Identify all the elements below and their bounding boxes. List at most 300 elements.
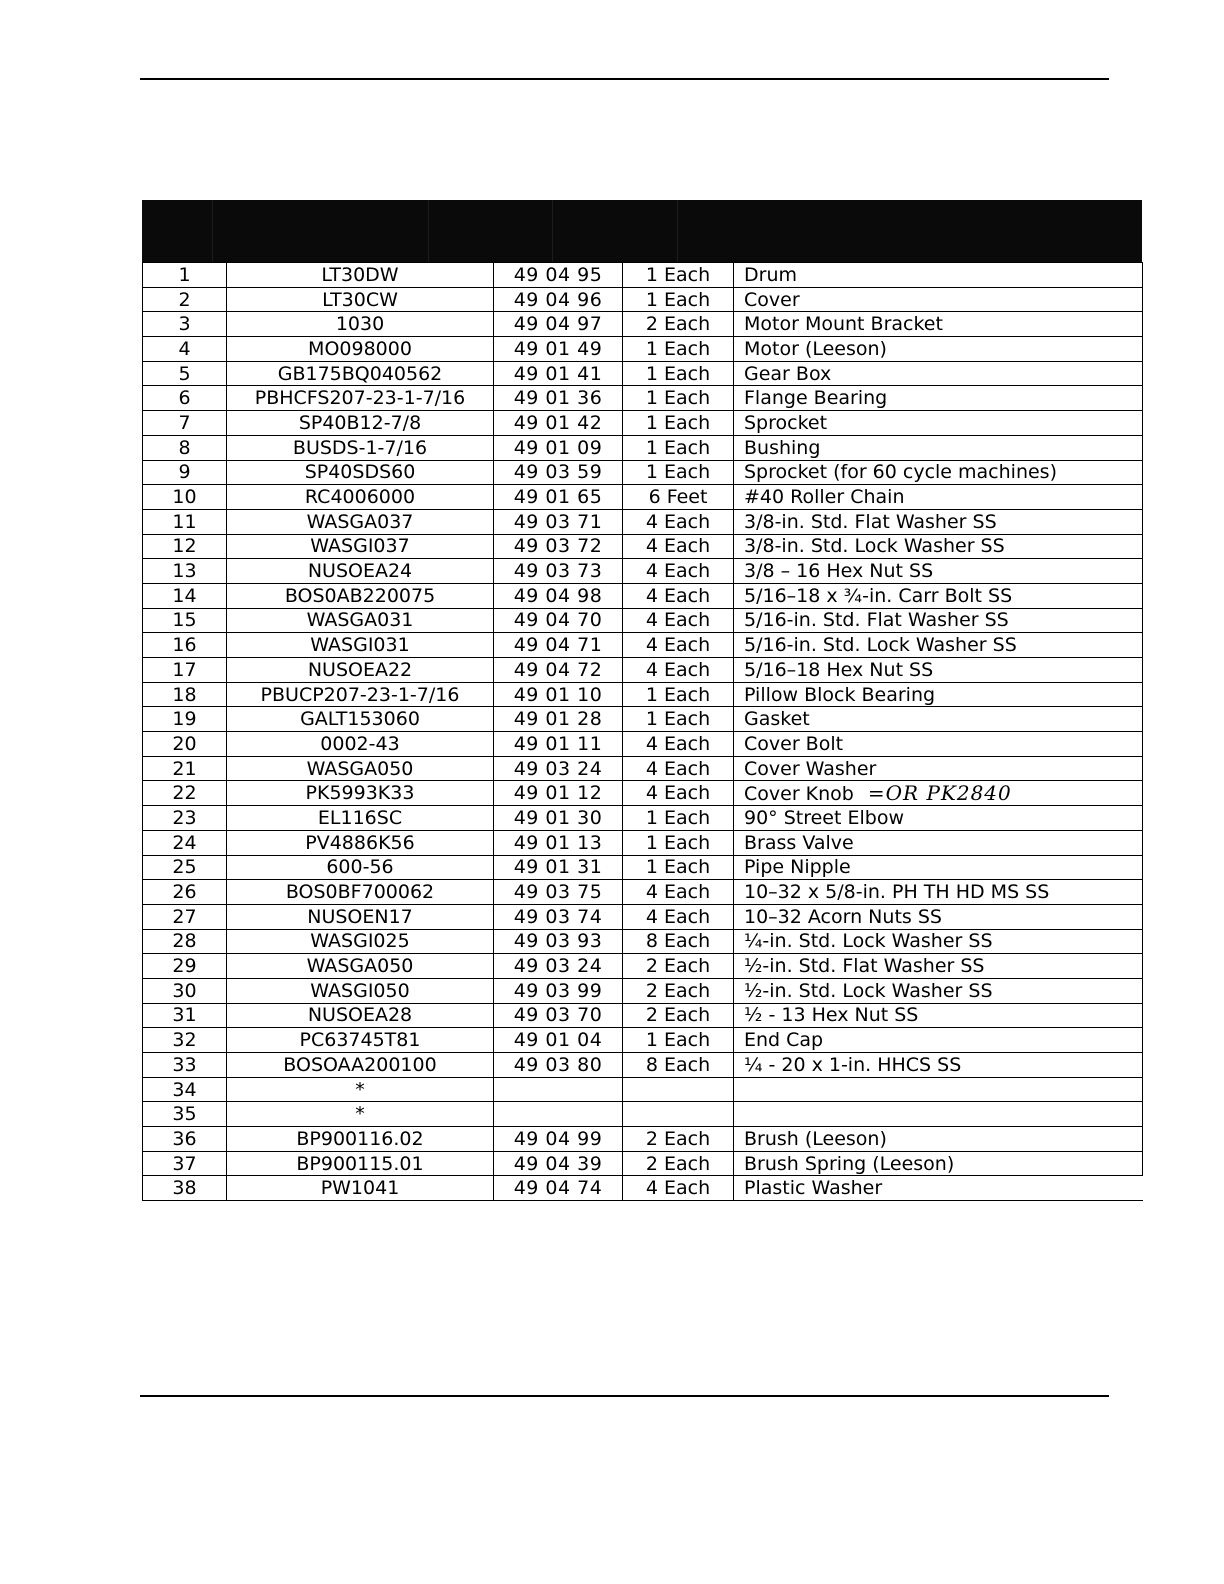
- part-number-cell: [227, 682, 494, 707]
- stock-code-cell: [494, 287, 623, 312]
- description: 3/8 – 16 Hex Nut SS: [744, 560, 934, 583]
- quantity-cell: [623, 806, 734, 831]
- stock-code-cell: [494, 658, 623, 683]
- item-number-cell: [143, 1028, 227, 1053]
- stock-code-cell: [494, 361, 623, 386]
- item-number: 1: [178, 263, 191, 286]
- stock-code-cell: [494, 435, 623, 460]
- item-number-cell: [143, 460, 227, 485]
- part-number: EL116SC: [317, 806, 403, 829]
- item-number: 10: [172, 486, 197, 509]
- item-number: 36: [172, 1127, 197, 1150]
- table-row: [143, 855, 1143, 880]
- item-number-cell: [143, 411, 227, 436]
- part-number-cell: [227, 485, 494, 510]
- quantity: 4 Each: [645, 535, 711, 558]
- stock-code: 49 03 73: [513, 560, 603, 583]
- quantity-cell: [623, 460, 734, 485]
- quantity: 1 Each: [645, 683, 711, 706]
- quantity: 4 Each: [645, 1177, 711, 1200]
- quantity-cell: [623, 707, 734, 732]
- item-number-cell: [143, 1127, 227, 1152]
- item-number: 23: [172, 806, 197, 829]
- item-number: 9: [178, 461, 191, 484]
- quantity-cell: [623, 1127, 734, 1152]
- description: #40 Roller Chain: [744, 486, 905, 509]
- description: ¼-in. Std. Lock Washer SS: [744, 930, 993, 953]
- quantity-cell: [623, 1077, 734, 1102]
- quantity: 1 Each: [645, 1029, 711, 1052]
- stock-code-cell: [494, 386, 623, 411]
- table-row: [143, 337, 1143, 362]
- description-cell: [734, 1028, 1143, 1053]
- stock-code: 49 03 24: [513, 955, 603, 978]
- stock-code-cell: [494, 929, 623, 954]
- item-number-cell: [143, 682, 227, 707]
- quantity: 1 Each: [645, 411, 711, 434]
- item-number: 22: [172, 782, 197, 805]
- part-number: WASGI050: [310, 979, 410, 1002]
- table-row: [143, 1053, 1143, 1078]
- part-number-cell: [227, 312, 494, 337]
- quantity-cell: [623, 1176, 734, 1201]
- description-cell: [734, 608, 1143, 633]
- part-number-cell: [227, 658, 494, 683]
- part-number-cell: [227, 830, 494, 855]
- item-number: 2: [178, 288, 191, 311]
- stock-code: 49 04 72: [513, 658, 603, 681]
- stock-code: 49 04 74: [513, 1177, 603, 1200]
- parts-list-table: [142, 262, 1143, 1201]
- description: Sprocket: [744, 411, 828, 434]
- description-cell: [734, 1102, 1143, 1127]
- quantity: 1 Each: [645, 387, 711, 410]
- item-number: 24: [172, 831, 197, 854]
- item-number-cell: [143, 732, 227, 757]
- quantity-cell: [623, 781, 734, 806]
- item-number-cell: [143, 361, 227, 386]
- item-number: 16: [172, 634, 197, 657]
- part-number-cell: [227, 559, 494, 584]
- part-number: RC4006000: [304, 486, 416, 509]
- part-number-cell: [227, 460, 494, 485]
- table-row: [143, 386, 1143, 411]
- description-cell: [734, 460, 1143, 485]
- part-number: *: [355, 1103, 365, 1126]
- quantity-cell: [623, 756, 734, 781]
- part-number-cell: [227, 806, 494, 831]
- quantity-cell: [623, 312, 734, 337]
- table-row: [143, 583, 1143, 608]
- description: Brush Spring (Leeson): [744, 1152, 955, 1175]
- description: Plastic Washer: [744, 1177, 883, 1200]
- quantity-cell: [623, 411, 734, 436]
- part-number-cell: [227, 1077, 494, 1102]
- stock-code: 49 01 31: [513, 856, 603, 879]
- quantity: 4 Each: [645, 510, 711, 533]
- item-number-cell: [143, 855, 227, 880]
- table-row: [143, 707, 1143, 732]
- table-row: [143, 1176, 1143, 1201]
- stock-code-cell: [494, 608, 623, 633]
- item-number-cell: [143, 435, 227, 460]
- description: Brush (Leeson): [744, 1127, 887, 1150]
- quantity: 4 Each: [645, 560, 711, 583]
- stock-code-cell: [494, 1003, 623, 1028]
- part-number-cell: [227, 361, 494, 386]
- item-number-cell: [143, 707, 227, 732]
- part-number: PBUCP207-23-1-7/16: [260, 683, 460, 706]
- part-number: MO098000: [308, 337, 412, 360]
- description-cell: [734, 263, 1143, 288]
- part-number: BOS0AB220075: [284, 584, 436, 607]
- header-divider: [212, 200, 213, 262]
- item-number: 12: [172, 535, 197, 558]
- quantity-cell: [623, 880, 734, 905]
- part-number: WASGI025: [310, 930, 410, 953]
- description-cell: [734, 781, 1143, 806]
- stock-code-cell: [494, 509, 623, 534]
- parts-table-body: [143, 263, 1143, 1201]
- stock-code-cell: [494, 880, 623, 905]
- item-number: 32: [172, 1029, 197, 1052]
- part-number-cell: [227, 1127, 494, 1152]
- quantity: 4 Each: [645, 658, 711, 681]
- part-number-cell: [227, 287, 494, 312]
- part-number: NUSOEA24: [307, 560, 413, 583]
- item-number-cell: [143, 534, 227, 559]
- part-number-cell: [227, 904, 494, 929]
- table-row: [143, 904, 1143, 929]
- item-number-cell: [143, 978, 227, 1003]
- part-number: WASGI037: [310, 535, 410, 558]
- stock-code-cell: [494, 583, 623, 608]
- part-number: LT30CW: [322, 288, 398, 311]
- stock-code-cell: [494, 411, 623, 436]
- part-number: WASGI031: [310, 634, 410, 657]
- quantity: 2 Each: [645, 1127, 711, 1150]
- quantity: 6 Feet: [648, 486, 708, 509]
- quantity-cell: [623, 732, 734, 757]
- description: Drum: [744, 263, 797, 286]
- item-number: 21: [172, 757, 197, 780]
- quantity: 4 Each: [645, 584, 711, 607]
- item-number: 19: [172, 708, 197, 731]
- quantity: 1 Each: [645, 856, 711, 879]
- description-cell: [734, 287, 1143, 312]
- part-number: PBHCFS207-23-1-7/16: [254, 387, 466, 410]
- quantity: 1 Each: [645, 831, 711, 854]
- quantity-cell: [623, 1003, 734, 1028]
- table-row: [143, 534, 1143, 559]
- quantity: 2 Each: [645, 955, 711, 978]
- description-cell: [734, 756, 1143, 781]
- part-number: PV4886K56: [305, 831, 415, 854]
- stock-code-cell: [494, 1028, 623, 1053]
- stock-code: 49 04 95: [513, 263, 603, 286]
- description-cell: [734, 1053, 1143, 1078]
- quantity: 1 Each: [645, 362, 711, 385]
- part-number-cell: [227, 1053, 494, 1078]
- part-number: 600-56: [326, 856, 394, 879]
- description-cell: [734, 1003, 1143, 1028]
- item-number-cell: [143, 287, 227, 312]
- part-number: 1030: [335, 313, 385, 336]
- item-number: 29: [172, 955, 197, 978]
- description: 3/8-in. Std. Flat Washer SS: [744, 510, 997, 533]
- item-number-cell: [143, 904, 227, 929]
- stock-code: 49 01 49: [513, 337, 603, 360]
- table-row: [143, 682, 1143, 707]
- stock-code-cell: [494, 1151, 623, 1176]
- description: Cover: [744, 288, 800, 311]
- table-row: [143, 435, 1143, 460]
- stock-code: 49 01 41: [513, 362, 603, 385]
- description: Motor (Leeson): [744, 337, 887, 360]
- item-number-cell: [143, 1151, 227, 1176]
- stock-code-cell: [494, 460, 623, 485]
- part-number: SP40SDS60: [304, 461, 416, 484]
- description: Cover Knob: [744, 782, 854, 805]
- table-row: [143, 287, 1143, 312]
- quantity: 1 Each: [645, 288, 711, 311]
- quantity-cell: [623, 830, 734, 855]
- quantity: 1 Each: [645, 461, 711, 484]
- description-cell: [734, 880, 1143, 905]
- bottom-rule: [140, 1395, 1109, 1397]
- part-number-cell: [227, 608, 494, 633]
- part-number: WASGA037: [306, 510, 414, 533]
- item-number: 15: [172, 609, 197, 632]
- part-number-cell: [227, 707, 494, 732]
- table-row: [143, 509, 1143, 534]
- description-cell: [734, 386, 1143, 411]
- description-cell: [734, 509, 1143, 534]
- description-cell: [734, 583, 1143, 608]
- item-number-cell: [143, 756, 227, 781]
- item-number-cell: [143, 1003, 227, 1028]
- description-cell: [734, 361, 1143, 386]
- quantity: 1 Each: [645, 263, 711, 286]
- item-number: 14: [172, 584, 197, 607]
- part-number-cell: [227, 929, 494, 954]
- item-number: 27: [172, 905, 197, 928]
- quantity-cell: [623, 509, 734, 534]
- table-header-bar: [142, 200, 1142, 262]
- part-number: BUSDS-1-7/16: [292, 436, 428, 459]
- stock-code: 49 03 70: [513, 1004, 603, 1027]
- part-number-cell: [227, 855, 494, 880]
- description-cell: [734, 806, 1143, 831]
- table-row: [143, 312, 1143, 337]
- description-cell: [734, 337, 1143, 362]
- quantity-cell: [623, 337, 734, 362]
- stock-code-cell: [494, 312, 623, 337]
- part-number: BP900116.02: [296, 1127, 424, 1150]
- handwritten-note: =OR PK2840: [867, 780, 1012, 805]
- stock-code: 49 01 10: [513, 683, 603, 706]
- item-number: 25: [172, 856, 197, 879]
- stock-code: 49 01 28: [513, 708, 603, 731]
- description: Sprocket (for 60 cycle machines): [744, 461, 1057, 484]
- description: ½ - 13 Hex Nut SS: [744, 1004, 919, 1027]
- description: 90° Street Elbow: [744, 806, 904, 829]
- quantity-cell: [623, 978, 734, 1003]
- stock-code-cell: [494, 855, 623, 880]
- description: 5/16–18 x ¾-in. Carr Bolt SS: [744, 584, 1013, 607]
- part-number-cell: [227, 435, 494, 460]
- stock-code-cell: [494, 830, 623, 855]
- quantity: 4 Each: [645, 782, 711, 805]
- top-rule: [140, 78, 1109, 80]
- description-cell: [734, 682, 1143, 707]
- description-cell: [734, 978, 1143, 1003]
- stock-code: 49 04 96: [513, 288, 603, 311]
- stock-code-cell: [494, 806, 623, 831]
- part-number-cell: [227, 386, 494, 411]
- stock-code-cell: [494, 904, 623, 929]
- quantity: 1 Each: [645, 708, 711, 731]
- description: Pillow Block Bearing: [744, 683, 936, 706]
- part-number: GALT153060: [300, 708, 420, 731]
- description-cell: [734, 1151, 1143, 1176]
- part-number: WASGA050: [306, 955, 414, 978]
- stock-code: 49 01 36: [513, 387, 603, 410]
- quantity-cell: [623, 361, 734, 386]
- part-number-cell: [227, 1176, 494, 1201]
- quantity-cell: [623, 1102, 734, 1127]
- description-cell: [734, 411, 1143, 436]
- quantity-cell: [623, 855, 734, 880]
- description-cell: [734, 1176, 1143, 1201]
- stock-code: 49 01 30: [513, 806, 603, 829]
- stock-code-cell: [494, 781, 623, 806]
- part-number: NUSOEN17: [307, 905, 413, 928]
- quantity-cell: [623, 904, 734, 929]
- table-row: [143, 411, 1143, 436]
- stock-code-cell: [494, 732, 623, 757]
- item-number-cell: [143, 583, 227, 608]
- stock-code: 49 01 04: [513, 1029, 603, 1052]
- quantity: 1 Each: [645, 337, 711, 360]
- item-number-cell: [143, 954, 227, 979]
- item-number-cell: [143, 781, 227, 806]
- stock-code: 49 01 13: [513, 831, 603, 854]
- stock-code: 49 03 24: [513, 757, 603, 780]
- item-number: 33: [172, 1053, 197, 1076]
- stock-code-cell: [494, 682, 623, 707]
- item-number-cell: [143, 559, 227, 584]
- description: Flange Bearing: [744, 387, 888, 410]
- item-number-cell: [143, 263, 227, 288]
- item-number: 37: [172, 1152, 197, 1175]
- stock-code-cell: [494, 756, 623, 781]
- item-number-cell: [143, 830, 227, 855]
- table-row: [143, 1077, 1143, 1102]
- table-row: [143, 1028, 1143, 1053]
- description: End Cap: [744, 1029, 824, 1052]
- table-row: [143, 485, 1143, 510]
- stock-code: 49 03 99: [513, 979, 603, 1002]
- item-number-cell: [143, 633, 227, 658]
- item-number-cell: [143, 608, 227, 633]
- part-number-cell: [227, 978, 494, 1003]
- quantity: 2 Each: [645, 313, 711, 336]
- stock-code: 49 01 65: [513, 486, 603, 509]
- part-number-cell: [227, 534, 494, 559]
- quantity: 4 Each: [645, 634, 711, 657]
- description-cell: [734, 559, 1143, 584]
- item-number-cell: [143, 337, 227, 362]
- part-number: GB175BQ040562: [277, 362, 443, 385]
- description: ½-in. Std. Flat Washer SS: [744, 955, 985, 978]
- description-cell: [734, 312, 1143, 337]
- quantity-cell: [623, 534, 734, 559]
- quantity: 8 Each: [645, 930, 711, 953]
- description: Brass Valve: [744, 831, 854, 854]
- table-row: [143, 781, 1143, 806]
- table-row: [143, 732, 1143, 757]
- quantity-cell: [623, 583, 734, 608]
- description: ½-in. Std. Lock Washer SS: [744, 979, 993, 1002]
- table-row: [143, 460, 1143, 485]
- table-row: [143, 954, 1143, 979]
- quantity-cell: [623, 954, 734, 979]
- part-number-cell: [227, 1102, 494, 1127]
- stock-code-cell: [494, 633, 623, 658]
- item-number: 17: [172, 658, 197, 681]
- part-number: LT30DW: [321, 263, 399, 286]
- description: 5/16-in. Std. Flat Washer SS: [744, 609, 1009, 632]
- part-number-cell: [227, 732, 494, 757]
- item-number-cell: [143, 386, 227, 411]
- part-number-cell: [227, 263, 494, 288]
- part-number-cell: [227, 583, 494, 608]
- stock-code-cell: [494, 559, 623, 584]
- description-cell: [734, 1077, 1143, 1102]
- description-cell: [734, 485, 1143, 510]
- part-number-cell: [227, 411, 494, 436]
- item-number: 4: [178, 337, 191, 360]
- quantity: 4 Each: [645, 732, 711, 755]
- stock-code-cell: [494, 337, 623, 362]
- quantity: 2 Each: [645, 979, 711, 1002]
- quantity-cell: [623, 1151, 734, 1176]
- item-number-cell: [143, 1176, 227, 1201]
- item-number: 18: [172, 683, 197, 706]
- stock-code: 49 04 99: [513, 1127, 603, 1150]
- stock-code-cell: [494, 707, 623, 732]
- stock-code: 49 03 74: [513, 905, 603, 928]
- stock-code: 49 04 97: [513, 313, 603, 336]
- item-number-cell: [143, 880, 227, 905]
- description: Pipe Nipple: [744, 856, 851, 879]
- quantity-cell: [623, 929, 734, 954]
- stock-code-cell: [494, 534, 623, 559]
- item-number-cell: [143, 509, 227, 534]
- table-row: [143, 978, 1143, 1003]
- stock-code: 49 04 71: [513, 634, 603, 657]
- item-number: 26: [172, 881, 197, 904]
- quantity: 4 Each: [645, 881, 711, 904]
- table-row: [143, 608, 1143, 633]
- header-divider: [552, 200, 553, 262]
- description-cell: [734, 830, 1143, 855]
- part-number: PK5993K33: [305, 782, 415, 805]
- item-number: 31: [172, 1004, 197, 1027]
- part-number-cell: [227, 633, 494, 658]
- table-row: [143, 559, 1143, 584]
